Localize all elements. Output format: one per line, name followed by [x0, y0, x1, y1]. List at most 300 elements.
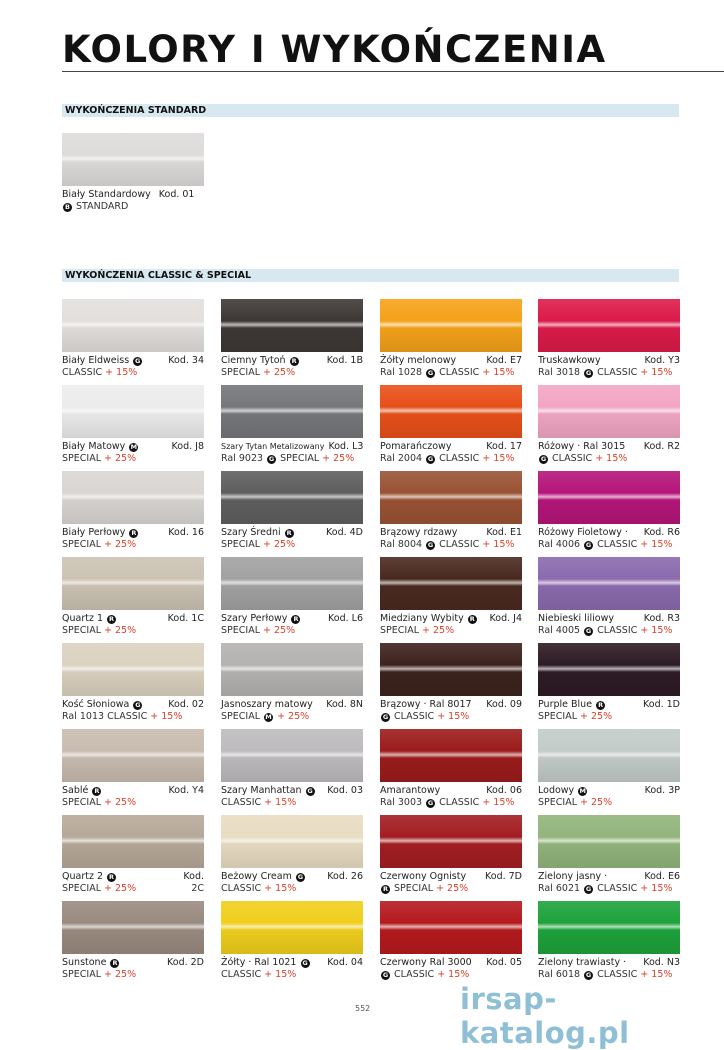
finish-badge-icon: G — [307, 787, 313, 795]
finish-name: Zielony trawiasty · — [538, 957, 627, 968]
swatch-tile[interactable] — [538, 815, 680, 895]
price-surcharge: + 15% — [437, 969, 470, 980]
finish-name: Sablé R — [62, 785, 100, 796]
price-surcharge: + 15% — [482, 367, 515, 378]
finish-class-line — [380, 453, 522, 465]
swatch-tile[interactable] — [538, 557, 680, 637]
swatch-label — [538, 871, 680, 895]
swatch-tile[interactable] — [62, 299, 204, 379]
finish-class-line — [62, 797, 204, 809]
finish-code: Kod. 02 — [168, 699, 204, 710]
finish-class-line — [538, 539, 680, 551]
finish-class-line — [380, 539, 522, 551]
price-surcharge: + 25% — [104, 797, 137, 808]
color-swatch[interactable] — [538, 729, 680, 782]
swatch-label — [62, 613, 204, 637]
price-surcharge: + 15% — [640, 625, 673, 636]
finish-name: Pomarańczowy — [380, 441, 452, 452]
finish-class: CLASSIC — [394, 969, 435, 980]
finish-ral: SPECIAL — [62, 625, 101, 636]
swatch-tile[interactable] — [221, 385, 363, 465]
color-swatch[interactable] — [538, 815, 680, 868]
swatch-label — [221, 527, 363, 551]
swatch-tile[interactable] — [221, 729, 363, 809]
finish-class: CLASSIC — [439, 797, 480, 808]
finish-ral: Ral 6021 — [538, 883, 581, 894]
swatch-tile[interactable] — [538, 643, 680, 723]
finish-ral: SPECIAL — [538, 797, 577, 808]
price-surcharge: + 15% — [482, 797, 515, 808]
swatch-label — [62, 699, 204, 723]
swatch-tile[interactable] — [538, 471, 680, 551]
finish-badge-icon: G — [427, 455, 434, 463]
color-swatch[interactable] — [380, 471, 522, 524]
finish-code: Kod. 1B — [326, 355, 363, 366]
swatch-label — [538, 355, 680, 379]
finish-class-line — [538, 367, 680, 379]
finish-code: Kod. 01 — [158, 189, 195, 200]
swatch-tile[interactable] — [221, 471, 363, 551]
finish-name: Różowy · Ral 3015 — [538, 441, 626, 452]
finish-badge-icon: R — [112, 959, 118, 967]
watermark: irsap-katalog.pl — [460, 982, 630, 1050]
swatch-label — [538, 441, 680, 465]
finish-class-line — [221, 367, 363, 379]
finish-class: STANDARD — [76, 201, 129, 212]
finish-ral: Ral 3018 — [538, 367, 581, 378]
finish-class-line — [221, 797, 363, 809]
finish-class-line — [380, 367, 522, 379]
color-swatch[interactable] — [380, 901, 522, 954]
color-swatch[interactable] — [221, 471, 363, 524]
price-surcharge: + 25% — [436, 883, 469, 894]
swatch-tile[interactable] — [538, 299, 680, 379]
swatch-label — [538, 527, 680, 551]
finish-class-line — [380, 625, 522, 637]
price-surcharge: + 15% — [482, 453, 515, 464]
finish-badge-icon: G — [585, 971, 592, 979]
swatch-label — [62, 871, 204, 895]
finish-name: Żółty melonowy — [380, 355, 457, 366]
finish-badge-icon: R — [131, 529, 137, 537]
finish-class-line — [221, 625, 363, 637]
finish-class: SPECIAL — [280, 453, 320, 464]
swatch-tile[interactable] — [380, 299, 522, 379]
finish-class-line — [380, 883, 522, 895]
finish-badge-icon: R — [109, 873, 115, 881]
price-surcharge: + 15% — [264, 797, 297, 808]
color-swatch[interactable] — [221, 643, 363, 696]
swatch-tile[interactable] — [62, 471, 204, 551]
price-surcharge: + 25% — [322, 453, 355, 464]
finish-badge-icon: G — [302, 959, 308, 967]
finish-code: Kod. R2 — [643, 441, 680, 452]
price-surcharge: + 15% — [437, 711, 470, 722]
finish-ral: CLASSIC — [62, 367, 103, 378]
color-swatch[interactable] — [62, 729, 204, 782]
swatch-tile[interactable] — [380, 385, 522, 465]
finish-code: Kod. — [183, 871, 204, 882]
finish-class: CLASSIC — [597, 539, 638, 550]
finish-class-line — [62, 883, 204, 895]
swatch-label — [380, 699, 522, 723]
swatch-label — [380, 613, 522, 637]
price-surcharge: + 15% — [482, 539, 515, 550]
finish-badge-icon: G — [585, 541, 592, 549]
finish-code: Kod. 26 — [327, 871, 363, 882]
finish-name: Jasnoszary matowy — [221, 699, 313, 710]
finish-class-line — [221, 883, 363, 895]
finish-name: Biały Perłowy R — [62, 527, 137, 538]
finish-ral: Ral 2004 — [380, 453, 423, 464]
finish-class-line — [221, 453, 363, 465]
finish-code: Kod. 06 — [486, 785, 522, 796]
finish-code: Kod. J8 — [171, 441, 204, 452]
finish-name: Szary Średni R — [221, 527, 292, 538]
swatch-label — [62, 785, 204, 809]
finish-ral: SPECIAL — [221, 711, 260, 722]
color-swatch[interactable] — [221, 557, 363, 610]
finish-class: CLASSIC — [439, 453, 480, 464]
finish-class-line — [221, 711, 363, 723]
finish-ral: SPECIAL — [62, 453, 101, 464]
finish-name: Truskawkowy — [538, 355, 601, 366]
swatch-label — [380, 957, 522, 981]
swatch-tile-standard[interactable] — [62, 133, 204, 213]
finish-ral: Ral 9023 — [221, 453, 264, 464]
page-number: 552 — [355, 1004, 371, 1013]
finish-code: Kod. E6 — [644, 871, 680, 882]
swatch-label — [380, 527, 522, 551]
finish-code: Kod. Y3 — [644, 355, 680, 366]
color-swatch[interactable] — [62, 815, 204, 868]
swatch-label — [538, 785, 680, 809]
color-swatch[interactable] — [221, 299, 363, 352]
finish-ral: SPECIAL — [221, 367, 260, 378]
swatch-label — [538, 613, 680, 637]
color-swatch[interactable] — [538, 643, 680, 696]
price-surcharge: + 15% — [640, 969, 673, 980]
finish-class-line — [62, 367, 204, 379]
finish-name: Szary Tytan Metalizowany — [221, 442, 325, 451]
finish-code: Kod. 3P — [644, 785, 680, 796]
finish-name: Zielony jasny · — [538, 871, 608, 882]
finish-code: Kod. 05 — [486, 957, 522, 968]
finish-badge-icon: G — [382, 713, 389, 721]
finish-class-line — [62, 711, 204, 723]
finish-code: Kod. 03 — [327, 785, 363, 796]
finish-name: Kość Słoniowa G — [62, 699, 141, 710]
finish-badge-icon: G — [135, 357, 141, 365]
swatch-label — [62, 441, 204, 465]
color-swatch[interactable] — [62, 385, 204, 438]
swatch-label — [62, 189, 204, 213]
price-surcharge: + 15% — [640, 367, 673, 378]
price-surcharge: + 15% — [264, 969, 297, 980]
finish-name: Czerwony Ognisty — [380, 871, 467, 882]
finish-class-line — [538, 625, 680, 637]
color-swatch[interactable] — [380, 643, 522, 696]
finish-code: Kod. R6 — [643, 527, 680, 538]
finish-code: Kod. 04 — [327, 957, 363, 968]
color-swatch[interactable] — [62, 643, 204, 696]
price-surcharge: + 25% — [580, 711, 613, 722]
finish-badge-icon: R — [293, 615, 299, 623]
color-swatch[interactable] — [221, 385, 363, 438]
finish-ral: Ral 6018 — [538, 969, 581, 980]
finish-class-line — [221, 969, 363, 981]
swatch-tile[interactable] — [221, 901, 363, 981]
swatch-tile[interactable] — [221, 557, 363, 637]
price-surcharge: + 25% — [580, 797, 613, 808]
finish-name: Czerwony Ral 3000 — [380, 957, 472, 968]
finish-name: Quartz 2 R — [62, 871, 115, 882]
price-surcharge: + 25% — [104, 453, 137, 464]
finish-badge-icon: G — [268, 455, 275, 463]
swatch-tile[interactable] — [538, 901, 680, 981]
swatch-label — [221, 355, 363, 379]
swatch-label — [221, 957, 363, 981]
finish-badge-icon: G — [427, 799, 434, 807]
price-surcharge: + 15% — [640, 883, 673, 894]
color-swatch[interactable] — [62, 471, 204, 524]
swatch-tile[interactable] — [62, 815, 204, 895]
finish-class-line — [538, 711, 680, 723]
finish-ral: Ral 1013 CLASSIC — [62, 711, 148, 722]
finish-class: CLASSIC — [552, 453, 593, 464]
finish-badge-icon: M — [579, 787, 586, 795]
swatch-label — [380, 785, 522, 809]
finish-code: Kod. 34 — [168, 355, 204, 366]
finish-code: Kod. 09 — [486, 699, 522, 710]
swatch-tile[interactable] — [62, 643, 204, 723]
swatch-tile[interactable] — [380, 729, 522, 809]
color-swatch[interactable] — [221, 901, 363, 954]
finish-name: Brązowy rdzawy — [380, 527, 458, 538]
finish-name: Miedziany Wybity R — [380, 613, 475, 624]
finish-code: Kod. R3 — [643, 613, 680, 624]
swatch-tile[interactable] — [380, 557, 522, 637]
price-surcharge: + 25% — [104, 625, 137, 636]
finish-badge-icon: R — [598, 701, 604, 709]
color-swatch[interactable] — [221, 729, 363, 782]
finish-name: Sunstone R — [62, 957, 118, 968]
color-swatch[interactable] — [538, 471, 680, 524]
swatch-label — [62, 957, 204, 981]
color-swatch[interactable] — [62, 299, 204, 352]
finish-badge-icon: G — [585, 369, 592, 377]
price-surcharge: + 25% — [422, 625, 455, 636]
color-swatch[interactable] — [380, 815, 522, 868]
section-header-classic-special: WYKOŃCZENIA CLASSIC & SPECIAL — [62, 269, 679, 282]
price-surcharge: + 25% — [104, 539, 137, 550]
finish-name: Amarantowy — [380, 785, 441, 796]
finish-ral: SPECIAL — [221, 539, 260, 550]
price-surcharge: + 25% — [263, 539, 296, 550]
swatch-tile[interactable] — [221, 815, 363, 895]
color-swatch[interactable] — [538, 557, 680, 610]
finish-code: Kod. J4 — [489, 613, 522, 624]
price-surcharge: + 15% — [105, 367, 138, 378]
finish-ral: Ral 4005 — [538, 625, 581, 636]
finish-code: Kod. 1D — [643, 699, 680, 710]
price-surcharge: + 15% — [264, 883, 297, 894]
finish-class-line — [380, 969, 522, 981]
finish-class-line — [538, 883, 680, 895]
finish-name: Biały Matowy M — [62, 441, 138, 452]
finish-code: Kod. L6 — [328, 613, 363, 624]
swatch-tile[interactable] — [538, 385, 680, 465]
finish-class-line — [62, 453, 204, 465]
finish-code: Kod. 7D — [485, 871, 522, 882]
finish-ral: SPECIAL — [62, 969, 101, 980]
finish-class: CLASSIC — [597, 367, 638, 378]
price-surcharge: + 25% — [104, 883, 137, 894]
color-swatch[interactable] — [380, 385, 522, 438]
swatch-tile[interactable] — [62, 901, 204, 981]
color-swatch[interactable] — [538, 385, 680, 438]
finish-ral: Ral 8004 — [380, 539, 423, 550]
swatch-tile[interactable] — [62, 557, 204, 637]
finish-code: Kod. N3 — [643, 957, 680, 968]
swatch-label — [221, 785, 363, 809]
swatch-tile[interactable] — [380, 901, 522, 981]
finish-badge-icon: G — [427, 541, 434, 549]
finish-name: Quartz 1 R — [62, 613, 115, 624]
finish-badge-icon: B — [63, 203, 72, 212]
color-swatch[interactable] — [221, 815, 363, 868]
finish-class-line — [62, 539, 204, 551]
finish-badge-icon: G — [427, 369, 434, 377]
swatch-label — [380, 871, 522, 895]
finish-name: Purple Blue R — [538, 699, 604, 710]
color-swatch[interactable] — [538, 299, 680, 352]
swatch-tile[interactable] — [221, 643, 363, 723]
swatch-label — [62, 355, 204, 379]
swatch-tile[interactable] — [538, 729, 680, 809]
finish-badge-icon: G — [585, 885, 592, 893]
finish-name: Brązowy · Ral 8017 — [380, 699, 472, 710]
finish-class: CLASSIC — [597, 969, 638, 980]
finish-ral: CLASSIC — [221, 969, 262, 980]
finish-badge-icon: R — [382, 885, 388, 893]
finish-code: Kod. 16 — [168, 527, 204, 538]
finish-name: Szary Perłowy R — [221, 613, 299, 624]
finish-class: SPECIAL — [394, 883, 434, 894]
swatch-label — [380, 441, 522, 465]
color-swatch[interactable] — [62, 557, 204, 610]
finish-class: CLASSIC — [597, 625, 638, 636]
color-swatch[interactable] — [380, 557, 522, 610]
finish-name: Biały Standardowy — [62, 189, 151, 200]
swatch-tile[interactable] — [380, 643, 522, 723]
finish-class-line — [380, 711, 522, 723]
swatch-label — [380, 355, 522, 379]
finish-ral: SPECIAL — [62, 539, 101, 550]
price-surcharge: + 15% — [150, 711, 183, 722]
swatch-tile[interactable] — [380, 471, 522, 551]
section-header-standard: WYKOŃCZENIA STANDARD — [62, 104, 679, 117]
finish-name: Żółty · Ral 1021 G — [221, 957, 308, 968]
finish-ral: Ral 1028 — [380, 367, 423, 378]
swatch-tile[interactable] — [62, 729, 204, 809]
color-swatch[interactable] — [380, 729, 522, 782]
finish-ral: CLASSIC — [221, 883, 262, 894]
finish-code: Kod. L3 — [328, 441, 364, 452]
finish-class-line — [62, 625, 204, 637]
swatch-tile[interactable] — [380, 815, 522, 895]
price-surcharge: + 25% — [263, 625, 296, 636]
finish-class-line — [538, 969, 680, 981]
finish-class-line — [538, 453, 680, 465]
finish-badge-icon: R — [291, 357, 297, 365]
finish-badge-icon: R — [94, 787, 100, 795]
page-title: KOLORY I WYKOŃCZENIA — [62, 28, 607, 71]
finish-ral: Ral 4006 — [538, 539, 581, 550]
swatch-label — [221, 441, 363, 465]
finish-name: Biały Eldweiss G — [62, 355, 141, 366]
finish-class-line — [538, 797, 680, 809]
swatch-label — [538, 957, 680, 981]
title-rule — [62, 71, 724, 72]
finish-class-line — [221, 539, 363, 551]
finish-badge-icon: M — [265, 713, 272, 721]
finish-name: Różowy Fioletowy · — [538, 527, 628, 538]
finish-ral: SPECIAL — [62, 883, 101, 894]
finish-code-extra: 2C — [191, 883, 204, 894]
finish-code: Kod. 1C — [167, 613, 204, 624]
finish-name: Ciemny Tytoń R — [221, 355, 297, 366]
finish-name: Szary Manhattan G — [221, 785, 313, 796]
finish-badge-icon: G — [297, 873, 304, 881]
finish-ral: CLASSIC — [221, 797, 262, 808]
swatch-tile[interactable] — [62, 385, 204, 465]
swatch-label — [538, 699, 680, 723]
finish-ral: SPECIAL — [538, 711, 577, 722]
swatch-label — [221, 871, 363, 895]
finish-badge-icon: R — [469, 615, 475, 623]
finish-code: Kod. 8N — [326, 699, 363, 710]
finish-badge-icon: R — [286, 529, 292, 537]
finish-ral: SPECIAL — [380, 625, 419, 636]
finish-class: CLASSIC — [439, 539, 480, 550]
finish-name: Niebieski liliowy — [538, 613, 614, 624]
finish-ral: SPECIAL — [221, 625, 260, 636]
finish-badge-icon: G — [135, 701, 141, 709]
finish-code: Kod. 17 — [486, 441, 522, 452]
finish-code: Kod. Y4 — [168, 785, 204, 796]
price-surcharge: + 25% — [277, 711, 310, 722]
price-surcharge: + 25% — [263, 367, 296, 378]
finish-class: CLASSIC — [597, 883, 638, 894]
finish-class-line — [380, 797, 522, 809]
finish-class: CLASSIC — [394, 711, 435, 722]
swatch-label — [62, 527, 204, 551]
finish-ral: SPECIAL — [62, 797, 101, 808]
color-swatch[interactable] — [62, 901, 204, 954]
finish-badge-icon: M — [130, 443, 138, 451]
finish-badge-icon: G — [540, 455, 547, 463]
price-surcharge: + 15% — [640, 539, 673, 550]
finish-code: Kod. 2D — [167, 957, 204, 968]
finish-code: Kod. 4D — [326, 527, 363, 538]
swatch-tile[interactable] — [221, 299, 363, 379]
color-swatch[interactable] — [380, 299, 522, 352]
color-swatch[interactable] — [538, 901, 680, 954]
finish-badge-icon: G — [585, 627, 592, 635]
color-swatch[interactable] — [62, 133, 204, 186]
finish-badge-icon: R — [109, 615, 115, 623]
